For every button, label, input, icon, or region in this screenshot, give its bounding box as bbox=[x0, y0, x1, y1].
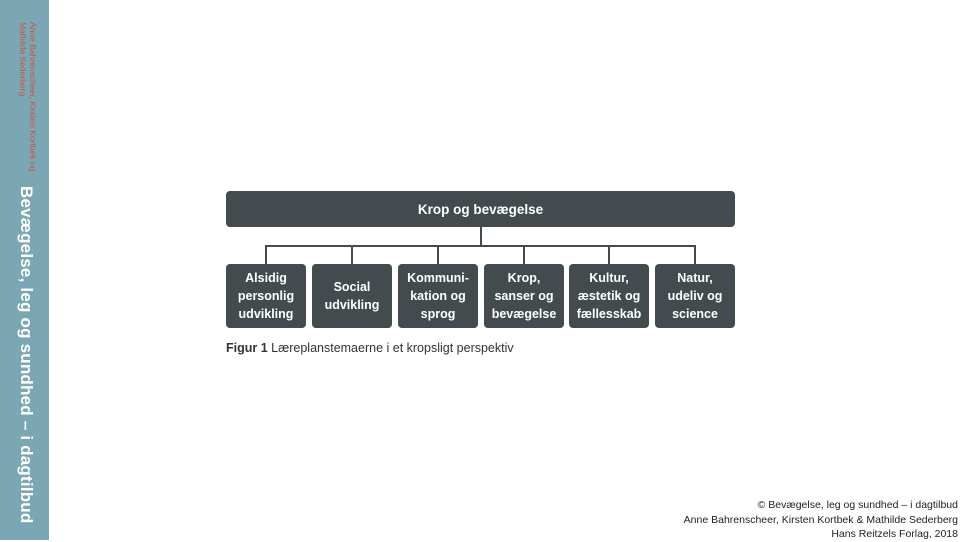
figure-caption-text: Læreplanstemaerne i et kropsligt perspektiv bbox=[271, 341, 514, 355]
child-node-social-udvikling: Social udvikling bbox=[312, 264, 392, 328]
figure-caption bbox=[226, 341, 514, 355]
footer-line-authors: Anne Bahrenscheer, Kirsten Kortbek & Mathilde Sederberg bbox=[683, 513, 958, 526]
footer-line-publisher: Hans Reitzels Forlag, 2018 bbox=[831, 528, 958, 540]
sidebar-book-title: Bevægelse, leg og sundhed – i dagtilbud bbox=[17, 186, 36, 524]
footer-line-copyright: © Bevægelse, leg og sundhed – i dagtilbud bbox=[757, 499, 958, 511]
copyright-footer bbox=[684, 498, 958, 542]
hierarchy-diagram bbox=[226, 191, 736, 361]
sidebar bbox=[0, 0, 49, 540]
root-node: Krop og bevægelse bbox=[226, 191, 735, 227]
child-node-kommunikation-og-sprog: Kommuni- kation og sprog bbox=[398, 264, 478, 328]
child-node-alsidig-personlig-udvikling: Alsidig personlig udvikling bbox=[226, 264, 306, 328]
child-node-natur-udeliv-og-science: Natur, udeliv og science bbox=[655, 264, 735, 328]
figure-caption-label: Figur 1 bbox=[226, 341, 268, 355]
sidebar-authors: Anne Bahrenscheer, Kirsten Kortbek og Mathilde Sederberg bbox=[18, 22, 38, 172]
child-node-krop-sanser-og-bevaegelse: Krop, sanser og bevægelse bbox=[484, 264, 564, 328]
child-node-kultur-aestetik-og-faellesskab: Kultur, æstetik og fællesskab bbox=[569, 264, 649, 328]
